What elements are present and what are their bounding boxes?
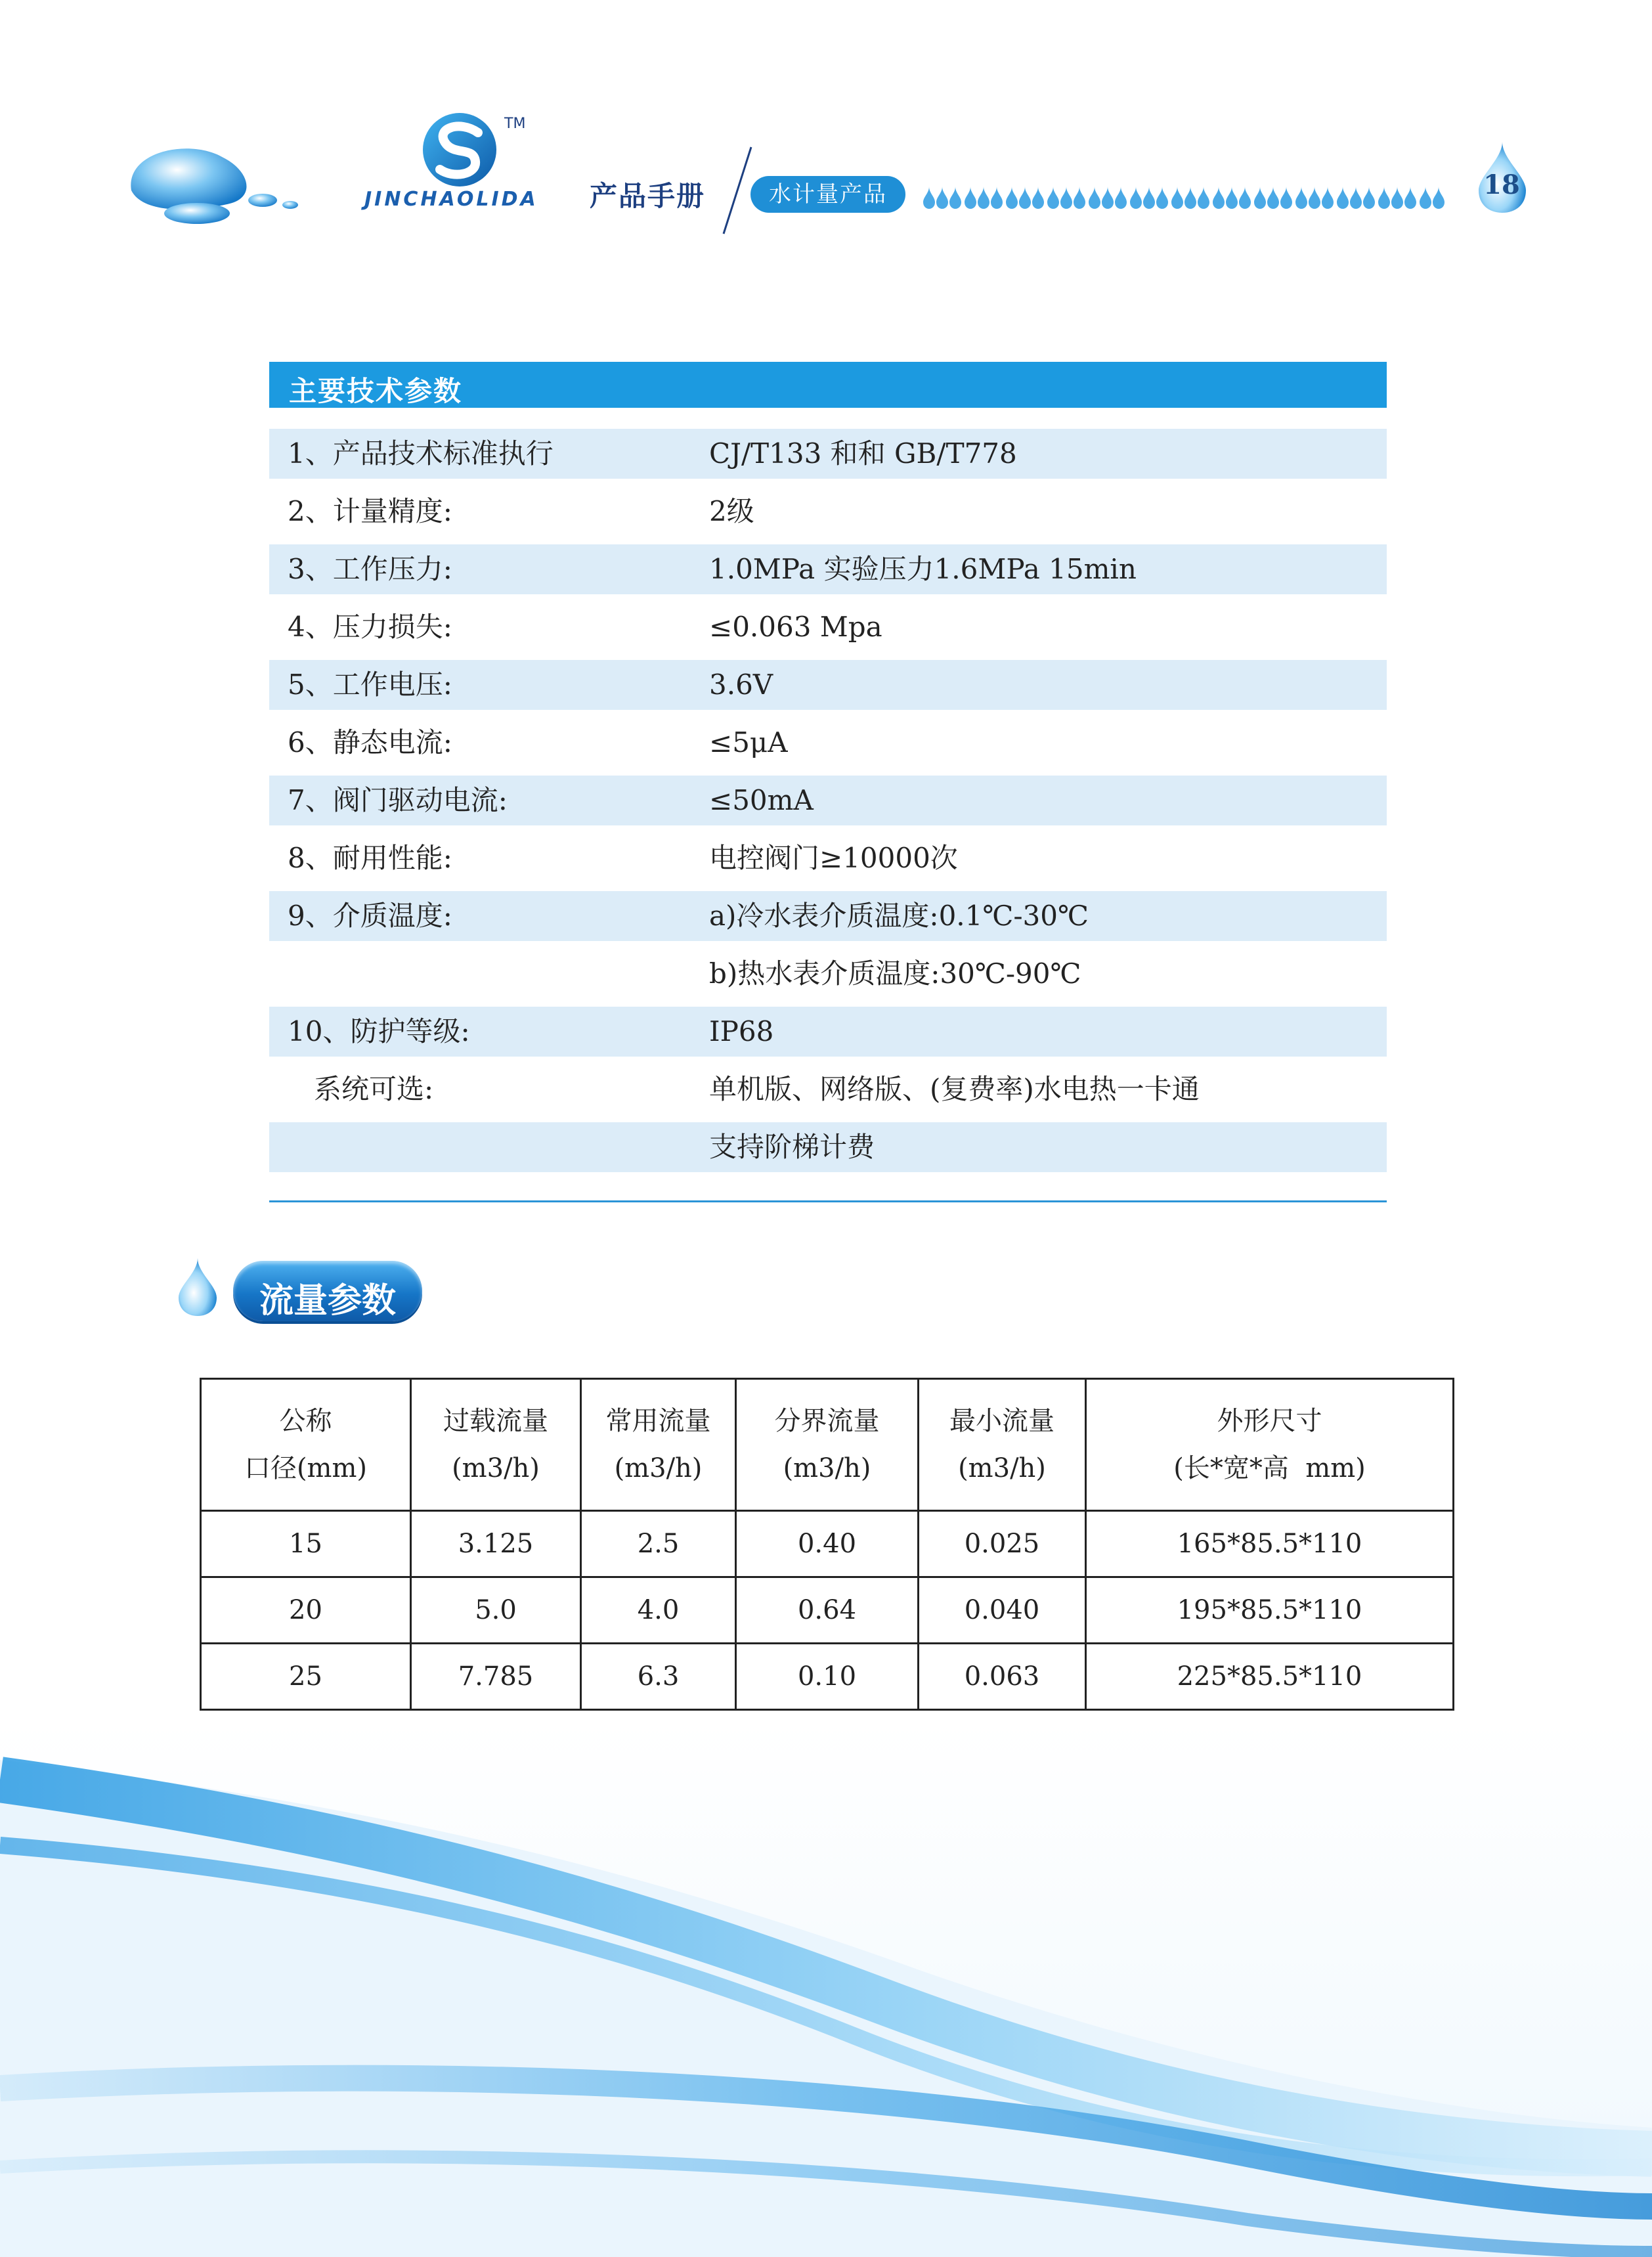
table-cell: 3.125	[411, 1511, 581, 1577]
spec-row	[269, 544, 1387, 594]
page-number: 18	[1483, 169, 1520, 200]
flow-section-title: 流量参数	[259, 1281, 396, 1321]
droplet-icon	[1391, 186, 1403, 209]
wave-footer-decoration	[0, 1720, 1652, 2257]
spec-value: ≤0.063 Mpa	[709, 611, 882, 643]
column-header-common-flow: 常用流量 (m3/h)	[581, 1379, 736, 1511]
brand-name: JINCHAOLIDA	[364, 188, 538, 211]
table-cell: 5.0	[411, 1577, 581, 1644]
droplet-icon	[1102, 186, 1114, 209]
spec-label: 3、工作压力:	[288, 553, 452, 585]
spec-value: 1.0MPa 实验压力1.6MPa 15min	[709, 553, 1137, 585]
table-cell: 0.10	[736, 1644, 919, 1710]
droplet-icon	[1047, 186, 1059, 209]
manual-title: 产品手册	[590, 180, 706, 212]
spec-row	[269, 776, 1387, 825]
spec-label: 9、介质温度:	[288, 900, 452, 932]
droplet-icon	[1420, 186, 1431, 209]
spec-row	[269, 1122, 1387, 1172]
spec-row	[269, 660, 1387, 710]
droplet-icon	[1156, 186, 1168, 209]
spec-value: IP68	[709, 1015, 774, 1047]
droplet-icon	[949, 186, 961, 209]
spec-row	[269, 833, 1387, 883]
logo-icon	[420, 110, 499, 189]
spec-label: 1、产品技术标准执行	[288, 437, 554, 470]
spec-value: CJ/T133 和和 GB/T778	[709, 437, 1017, 470]
table-header-row	[201, 1379, 1454, 1511]
section-droplet-icon	[176, 1256, 219, 1319]
flow-parameters-table	[200, 1378, 1454, 1711]
droplet-icon	[991, 186, 1003, 209]
water-splash-decoration	[118, 125, 315, 243]
spec-value: 单机版、网络版、(复费率)水电热一卡通	[709, 1073, 1200, 1105]
droplet-icon	[1239, 186, 1251, 209]
column-header-dimensions: 外形尺寸 (长*宽*高 mm)	[1086, 1379, 1454, 1511]
table-cell: 20	[201, 1577, 411, 1644]
droplet-icon	[1213, 186, 1225, 209]
trademark-mark: TM	[504, 116, 526, 132]
table-cell: 165*85.5*110	[1086, 1511, 1454, 1577]
spec-value: b)热水表介质温度:30℃-90℃	[709, 957, 1081, 990]
droplet-icon	[923, 186, 935, 209]
droplet-icon	[1032, 186, 1044, 209]
table-cell: 195*85.5*110	[1086, 1577, 1454, 1644]
droplet-icon	[1433, 186, 1445, 209]
column-header-nominal-diameter: 公称 口径(mm)	[201, 1379, 411, 1511]
spec-row	[269, 487, 1387, 537]
droplet-icon	[1280, 186, 1292, 209]
spec-value: 支持阶梯计费	[709, 1131, 875, 1163]
droplet-icon	[1337, 186, 1349, 209]
spec-row	[269, 1064, 1387, 1114]
droplet-icon	[1309, 186, 1320, 209]
droplet-icon	[1378, 186, 1390, 209]
column-header-minimum-flow: 最小流量 (m3/h)	[919, 1379, 1086, 1511]
flow-section-title-badge	[233, 1261, 422, 1321]
header-divider-slash	[721, 146, 754, 235]
spec-bottom-divider	[269, 1200, 1387, 1202]
spec-label: 5、工作电压:	[288, 668, 452, 701]
spec-row	[269, 1007, 1387, 1057]
droplet-icon	[1074, 186, 1085, 209]
droplet-icon	[1171, 186, 1183, 209]
spec-row	[269, 718, 1387, 768]
table-cell: 225*85.5*110	[1086, 1644, 1454, 1710]
table-cell: 6.3	[581, 1644, 736, 1710]
droplet-icon	[1404, 186, 1416, 209]
spec-value: a)冷水表介质温度:0.1℃-30℃	[709, 900, 1089, 932]
spec-value: ≤50mA	[709, 784, 814, 816]
spec-row	[269, 602, 1387, 652]
droplet-icon	[1115, 186, 1127, 209]
column-header-overload-flow: 过载流量 (m3/h)	[411, 1379, 581, 1511]
spec-value: ≤5μA	[709, 726, 788, 758]
spec-value: 2级	[709, 495, 754, 527]
spec-label: 8、耐用性能:	[288, 842, 452, 874]
droplet-icon	[1060, 186, 1072, 209]
category-badge: 水计量产品	[750, 176, 905, 213]
table-cell: 0.64	[736, 1577, 919, 1644]
droplet-icon	[1185, 186, 1196, 209]
spec-row	[269, 429, 1387, 479]
droplet-icon	[1130, 186, 1142, 209]
droplet-icon	[1226, 186, 1238, 209]
spec-row	[269, 891, 1387, 941]
spec-section-header	[269, 362, 1387, 408]
table-row	[201, 1644, 1454, 1710]
droplet-icon	[1089, 186, 1100, 209]
spec-list	[269, 429, 1387, 1180]
table-cell: 7.785	[411, 1644, 581, 1710]
table-cell: 0.063	[919, 1644, 1086, 1710]
table-cell: 0.040	[919, 1577, 1086, 1644]
droplet-row-decoration	[919, 183, 1445, 211]
table-cell: 2.5	[581, 1511, 736, 1577]
column-header-transitional-flow: 分界流量 (m3/h)	[736, 1379, 919, 1511]
droplet-icon	[1267, 186, 1279, 209]
spec-label: 2、计量精度:	[288, 495, 452, 527]
droplet-icon	[936, 186, 948, 209]
droplet-icon	[1322, 186, 1334, 209]
droplet-icon	[1198, 186, 1209, 209]
droplet-icon	[1019, 186, 1031, 209]
spec-label: 7、阀门驱动电流:	[288, 784, 508, 816]
spec-label: 4、压力损失:	[288, 611, 452, 643]
spec-section-title: 主要技术参数	[289, 375, 463, 407]
spec-value: 电控阀门≥10000次	[709, 842, 958, 874]
table-cell: 25	[201, 1644, 411, 1710]
droplet-icon	[1254, 186, 1266, 209]
droplet-icon	[1363, 186, 1375, 209]
table-row	[201, 1577, 1454, 1644]
droplet-icon	[965, 186, 976, 209]
spec-label: 6、静态电流:	[288, 726, 452, 758]
spec-label: 10、防护等级:	[288, 1015, 470, 1047]
spec-value: 3.6V	[709, 668, 773, 701]
droplet-icon	[1143, 186, 1155, 209]
table-cell: 4.0	[581, 1577, 736, 1644]
spec-row	[269, 949, 1387, 999]
table-cell: 0.025	[919, 1511, 1086, 1577]
table-cell: 15	[201, 1511, 411, 1577]
table-row	[201, 1511, 1454, 1577]
droplet-icon	[1295, 186, 1307, 209]
droplet-icon	[1350, 186, 1362, 209]
spec-label: 系统可选:	[288, 1073, 434, 1105]
droplet-icon	[1006, 186, 1018, 209]
droplet-icon	[978, 186, 989, 209]
table-cell: 0.40	[736, 1511, 919, 1577]
